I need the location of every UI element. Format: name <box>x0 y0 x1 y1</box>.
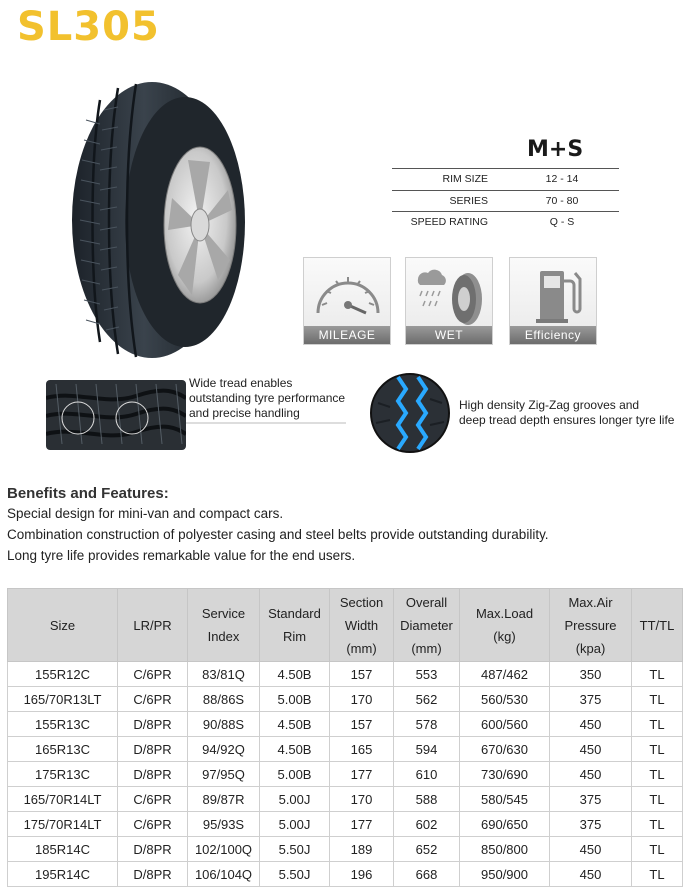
table-cell: 950/900 <box>460 862 550 887</box>
table-cell: 175/70R14LT <box>8 812 118 837</box>
table-cell: 652 <box>394 837 460 862</box>
column-header <box>550 589 632 662</box>
benefit-item: Combination construction of polyester casing and steel belts provide outstanding durability. <box>7 527 549 542</box>
column-header-line: Rim <box>282 629 307 644</box>
column-header-line: (mm) <box>411 640 442 656</box>
table-cell: 5.00J <box>260 812 330 837</box>
table-cell: 5.00J <box>260 787 330 812</box>
table-cell: 668 <box>394 862 460 887</box>
table-cell: 730/690 <box>460 762 550 787</box>
column-header <box>330 589 394 662</box>
column-header-line: TT/TL <box>639 617 675 633</box>
feature-mileage <box>303 257 391 345</box>
table-cell: TL <box>632 762 683 787</box>
table-row <box>8 712 683 737</box>
table-cell: 594 <box>394 737 460 762</box>
table-cell: 170 <box>330 687 394 712</box>
tyre-image <box>60 80 260 360</box>
table-cell: 88/86S <box>188 687 260 712</box>
table-cell: 375 <box>550 687 632 712</box>
table-cell: 850/800 <box>460 837 550 862</box>
column-header <box>8 589 118 662</box>
column-header-line: Overall <box>405 594 448 610</box>
table-row <box>8 662 683 687</box>
table-cell: 450 <box>550 837 632 862</box>
table-cell: 165/70R13LT <box>8 687 118 712</box>
table-cell: C/6PR <box>118 787 188 812</box>
table-cell: 189 <box>330 837 394 862</box>
callout-zigzag <box>459 398 674 428</box>
speedometer-icon <box>308 261 388 327</box>
table-cell: 450 <box>550 762 632 787</box>
callout-wide-tread <box>189 376 345 421</box>
table-cell: 375 <box>550 787 632 812</box>
table-cell: 175R13C <box>8 762 118 787</box>
column-header-line: LR/PR <box>133 617 172 633</box>
table-cell: 580/545 <box>460 787 550 812</box>
benefit-item: Special design for mini-van and compact cars. <box>7 506 284 521</box>
table-cell: D/8PR <box>118 837 188 862</box>
table-row <box>8 762 683 787</box>
table-cell: C/6PR <box>118 687 188 712</box>
feature-wet-traction <box>405 257 493 360</box>
table-cell: TL <box>632 837 683 862</box>
benefit-item: Long tyre life provides remarkable value for the end users. <box>7 548 356 563</box>
table-cell: 195R14C <box>8 862 118 887</box>
callout-line: and precise handling <box>189 406 300 420</box>
feature-label: MILEAGE <box>304 326 390 344</box>
table-cell: D/8PR <box>118 737 188 762</box>
table-cell: 185R14C <box>8 837 118 862</box>
table-cell: 90/88S <box>188 712 260 737</box>
spec-row-speed-rating <box>392 212 619 232</box>
table-cell: 177 <box>330 812 394 837</box>
table-cell: 670/630 <box>460 737 550 762</box>
product-title: SL305 <box>17 4 160 50</box>
table-cell: 350 <box>550 662 632 687</box>
table-cell: 450 <box>550 737 632 762</box>
column-header-line: Standard <box>268 606 321 621</box>
table-cell: 102/100Q <box>188 837 260 862</box>
table-cell: 450 <box>550 862 632 887</box>
table-cell: 196 <box>330 862 394 887</box>
spec-key: RIM SIZE <box>442 173 488 185</box>
table-cell: 4.50B <box>260 737 330 762</box>
table-cell: 610 <box>394 762 460 787</box>
column-header-line: (kg) <box>493 629 516 644</box>
table-cell: 170 <box>330 787 394 812</box>
column-header-line: Max.Load <box>475 606 534 621</box>
table-cell: 588 <box>394 787 460 812</box>
table-cell: TL <box>632 737 683 762</box>
column-header-line: Width <box>344 617 379 633</box>
table-cell: 165/70R14LT <box>8 787 118 812</box>
table-cell: 4.50B <box>260 712 330 737</box>
column-header-line: Section <box>339 594 384 610</box>
table-cell: 5.00B <box>260 687 330 712</box>
table-cell: TL <box>632 862 683 887</box>
table-cell: 157 <box>330 662 394 687</box>
spec-value: 12 - 14 <box>545 173 579 185</box>
column-header <box>118 589 188 662</box>
spec-key: SPEED RATING <box>410 216 488 228</box>
wide-tread-image <box>46 380 186 450</box>
table-cell: TL <box>632 687 683 712</box>
table-cell: 89/87R <box>188 787 260 812</box>
fuel-pump-icon <box>514 261 594 327</box>
table-cell: 165R13C <box>8 737 118 762</box>
rain-tyre-icon <box>410 261 490 327</box>
table-row <box>8 837 683 862</box>
table-cell: 97/95Q <box>188 762 260 787</box>
table-cell: 5.50J <box>260 837 330 862</box>
spec-row-series <box>392 191 619 211</box>
table-cell: TL <box>632 812 683 837</box>
feature-label: Efficiency <box>510 326 596 344</box>
table-cell: 95/93S <box>188 812 260 837</box>
table-cell: 83/81Q <box>188 662 260 687</box>
feature-label: WET TRACTION <box>406 326 492 344</box>
table-cell: 94/92Q <box>188 737 260 762</box>
spec-value: 70 - 80 <box>545 195 579 207</box>
table-cell: 106/104Q <box>188 862 260 887</box>
column-header-line: Max.Air <box>568 594 613 610</box>
column-header <box>632 589 683 662</box>
table-cell: 155R13C <box>8 712 118 737</box>
callout-line: High density Zig-Zag grooves and <box>459 398 640 412</box>
zigzag-grooves-image <box>370 373 450 453</box>
table-cell: 562 <box>394 687 460 712</box>
callout-line: outstanding tyre performance <box>189 391 346 405</box>
table-cell: 487/462 <box>460 662 550 687</box>
spec-key: SERIES <box>449 195 488 207</box>
table-row <box>8 812 683 837</box>
table-cell: TL <box>632 712 683 737</box>
table-cell: 165 <box>330 737 394 762</box>
column-header-line: Size <box>49 617 76 633</box>
column-header-line: Service <box>201 606 246 621</box>
table-cell: 155R12C <box>8 662 118 687</box>
spec-row-rim-size <box>392 169 619 189</box>
table-row <box>8 687 683 712</box>
table-cell: D/8PR <box>118 862 188 887</box>
column-header <box>188 589 260 662</box>
table-cell: 553 <box>394 662 460 687</box>
column-header <box>460 589 550 662</box>
table-cell: 5.50J <box>260 862 330 887</box>
table-row <box>8 787 683 812</box>
column-header-line: Index <box>207 629 240 644</box>
table-cell: 4.50B <box>260 662 330 687</box>
feature-efficiency <box>509 257 597 345</box>
benefits-heading: Benefits and Features: <box>7 485 169 502</box>
table-cell: 375 <box>550 812 632 837</box>
size-specification-table <box>7 588 683 887</box>
table-cell: 177 <box>330 762 394 787</box>
table-cell: 450 <box>550 712 632 737</box>
column-header-line: (mm) <box>346 640 377 656</box>
callout-line: Wide tread enables <box>189 376 293 390</box>
table-header-row <box>8 589 683 662</box>
column-header <box>260 589 330 662</box>
table-cell: 690/650 <box>460 812 550 837</box>
column-header-line: Pressure <box>564 617 617 633</box>
table-body <box>8 662 683 887</box>
table-cell: 600/560 <box>460 712 550 737</box>
callout-line: deep tread depth ensures longer tyre life <box>459 413 675 427</box>
table-row <box>8 862 683 887</box>
spec-value: Q - S <box>549 216 575 228</box>
table-cell: 157 <box>330 712 394 737</box>
table-row <box>8 737 683 762</box>
table-cell: 578 <box>394 712 460 737</box>
table-cell: 560/530 <box>460 687 550 712</box>
table-cell: 602 <box>394 812 460 837</box>
column-header <box>394 589 460 662</box>
table-cell: D/8PR <box>118 762 188 787</box>
column-header-line: (kpa) <box>575 640 606 656</box>
table-cell: 5.00B <box>260 762 330 787</box>
table-cell: TL <box>632 787 683 812</box>
season-rating: M+S <box>527 137 584 162</box>
table-cell: TL <box>632 662 683 687</box>
table-cell: C/6PR <box>118 662 188 687</box>
table-cell: C/6PR <box>118 812 188 837</box>
column-header-line: Diameter <box>400 617 453 633</box>
table-cell: D/8PR <box>118 712 188 737</box>
